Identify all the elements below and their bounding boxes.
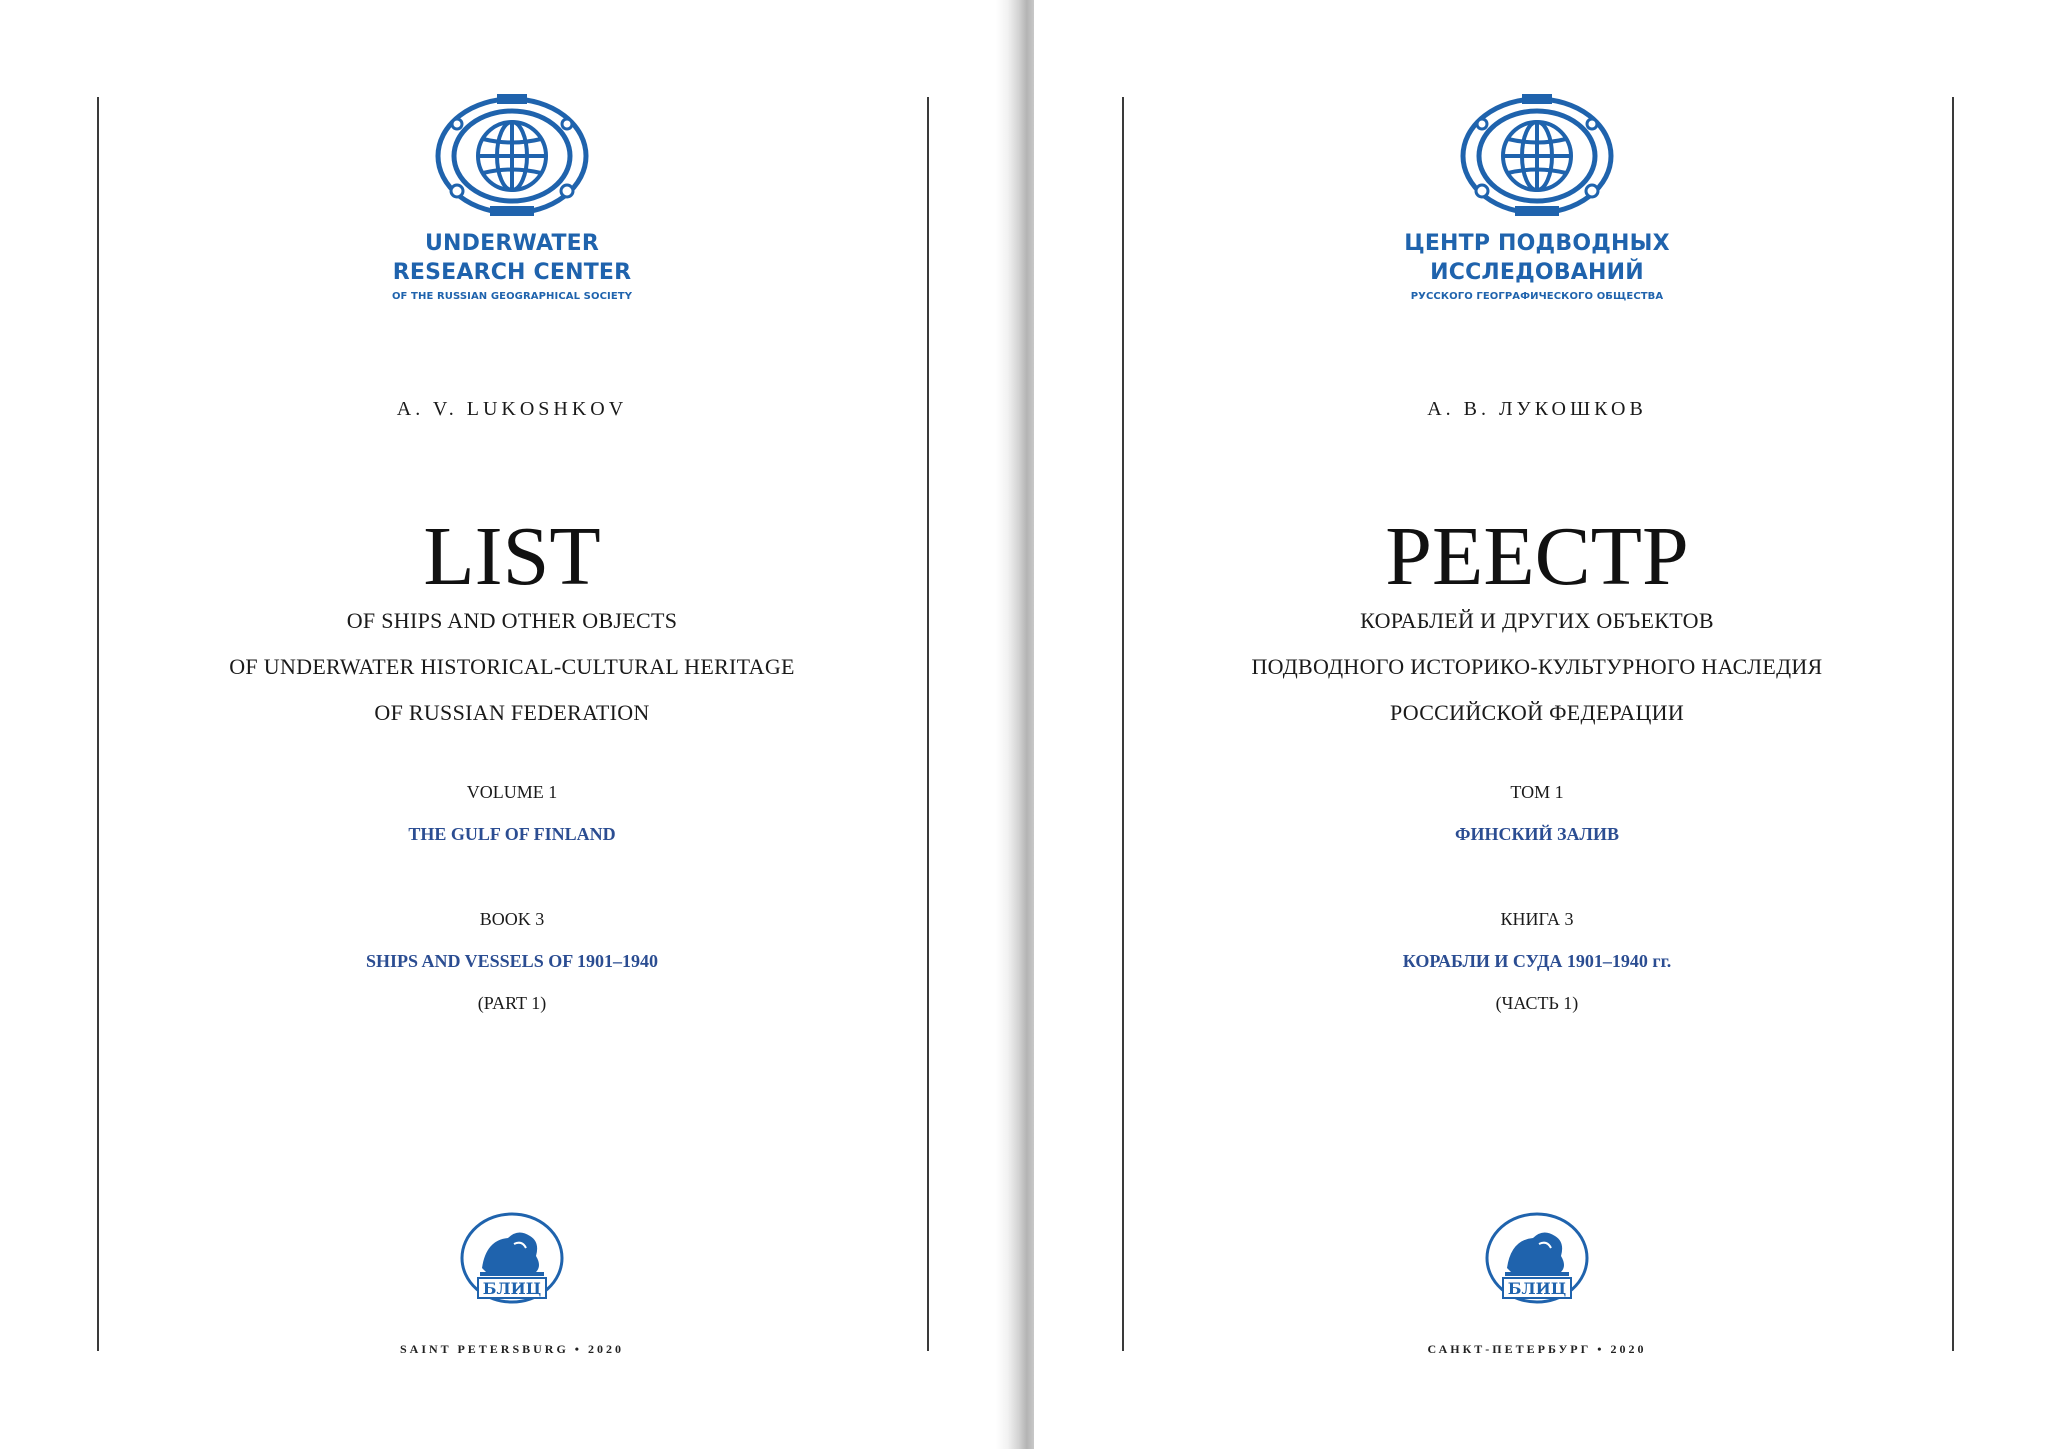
subtitle-line-3: OF RUSSIAN FEDERATION [374,700,650,725]
org-name-line1: UNDERWATER [424,231,600,256]
lion-publisher-icon [1481,1210,1593,1306]
org-subtitle: OF THE RUSSIAN GEOGRAPHICAL SOCIETY [391,291,633,302]
porthole-globe-icon [432,94,592,220]
publisher-name: БЛИЦ [482,1279,542,1298]
city-year: САНКТ-ПЕТЕРБУРГ • 2020 [1427,1342,1647,1356]
volume-label: ТОМ 1 [1510,782,1564,802]
lion-publisher-icon [456,1210,568,1306]
subtitle-line-2: OF UNDERWATER HISTORICAL-CULTURAL HERITAGE [229,654,795,679]
author-name: A. V. LUKOSHKOV [396,398,628,420]
book-label: КНИГА 3 [1500,909,1574,929]
publisher-name: БЛИЦ [1507,1279,1567,1298]
org-name-block [0,229,1024,304]
author-name: А. В. ЛУКОШКОВ [1427,398,1647,420]
book-label: BOOK 3 [479,909,545,929]
volume-title: THE GULF OF FINLAND [408,824,616,844]
org-subtitle: РУССКОГО ГЕОГРАФИЧЕСКОГО ОБЩЕСТВА [1410,291,1664,302]
org-name-line2: RESEARCH CENTER [392,260,632,285]
volume-label: VOLUME 1 [466,782,558,802]
org-name-line2: ИССЛЕДОВАНИЙ [1430,260,1644,285]
book-subtitle: SHIPS AND VESSELS OF 1901–1940 [365,951,659,971]
volume-title: ФИНСКИЙ ЗАЛИВ [1455,824,1619,844]
book-title: РЕЕСТР [1385,510,1689,603]
part-label: (PART 1) [477,993,547,1013]
porthole-globe-icon [1457,94,1617,220]
book-subtitle: КОРАБЛИ И СУДА 1901–1940 гг. [1402,951,1672,971]
right-page [1034,0,2048,1449]
city-year: SAINT PETERSBURG • 2020 [399,1342,624,1356]
subtitle-line-2: ПОДВОДНОГО ИСТОРИКО-КУЛЬТУРНОГО НАСЛЕДИЯ [1251,654,1823,679]
part-label: (ЧАСТЬ 1) [1495,993,1579,1013]
subtitle-line-1: КОРАБЛЕЙ И ДРУГИХ ОБЪЕКТОВ [1360,608,1714,633]
subtitle-line-1: OF SHIPS AND OTHER OBJECTS [346,608,678,633]
org-name-block [1034,229,2040,304]
org-name-line1: ЦЕНТР ПОДВОДНЫХ [1404,231,1670,256]
subtitle-line-3: РОССИЙСКОЙ ФЕДЕРАЦИИ [1389,700,1685,725]
book-title: LIST [423,510,601,603]
left-page [0,0,1014,1449]
